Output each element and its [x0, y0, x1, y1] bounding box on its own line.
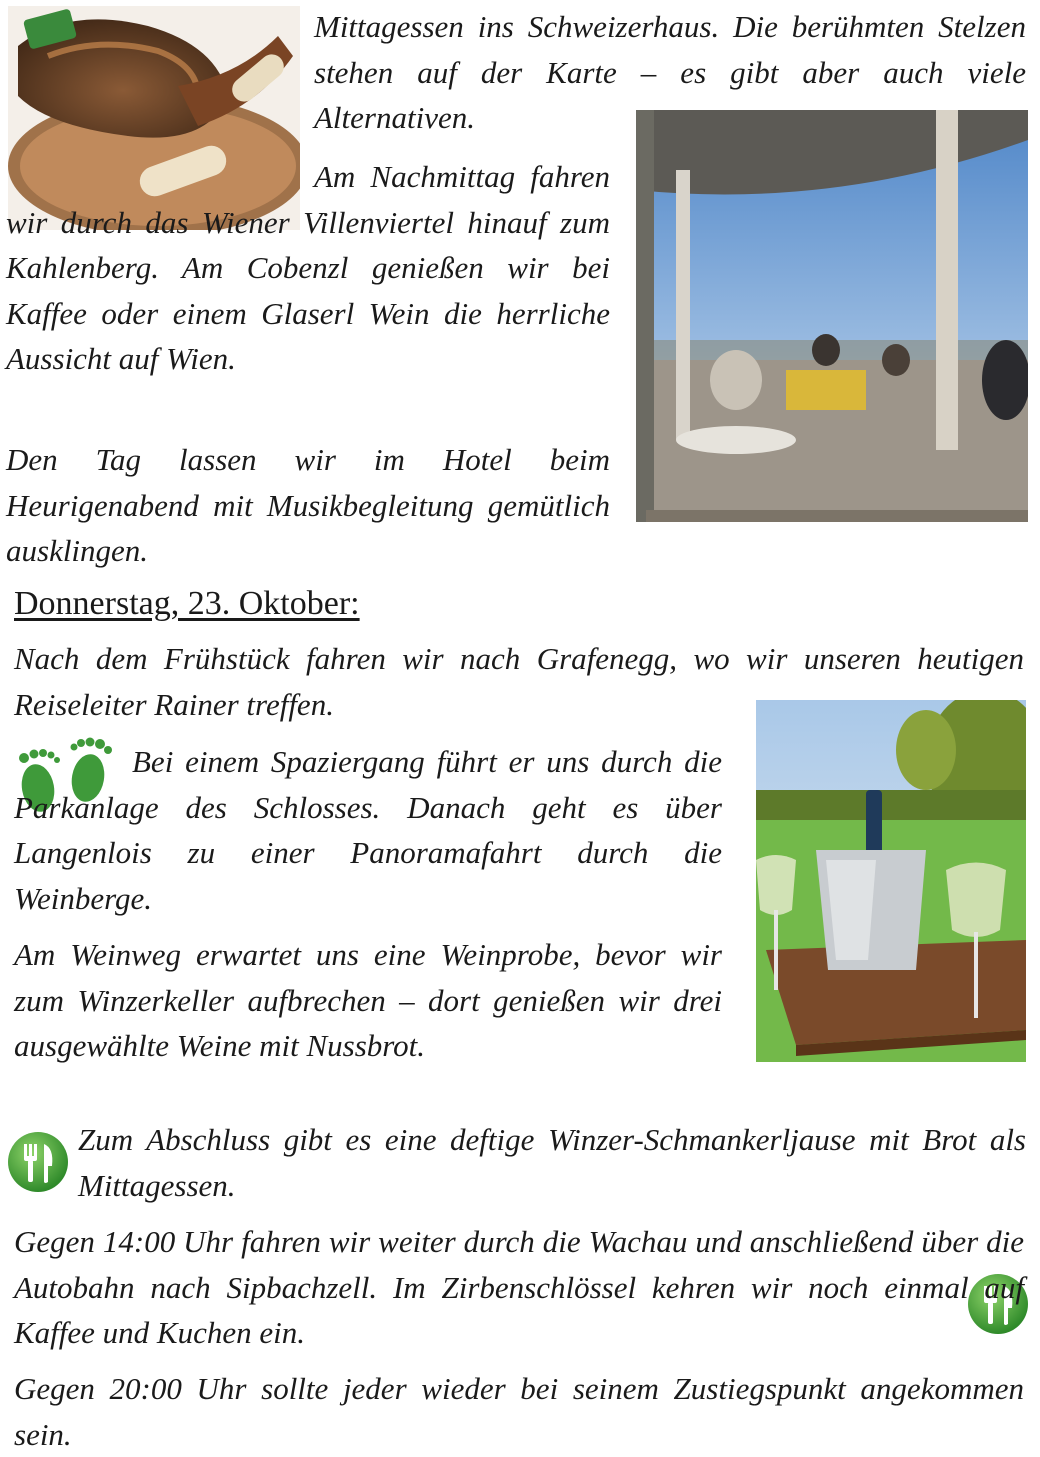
paragraph-walk: Bei einem Spaziergang führt er uns durch die Parkanlage des Schlosses. Danach geht es über Langenlois zu einer Panoramafahrt durch die Weinberge.	[14, 744, 722, 916]
cutlery-icon	[6, 1130, 70, 1194]
paragraph-breakfast: Nach dem Frühstück fahren wir nach Grafenegg, wo wir unseren heutigen Reiseleiter Rainer treffen.	[14, 641, 1024, 722]
paragraph-evening: Den Tag lassen wir im Hotel beim Heurigenabend mit Musikbegleitung gemütlich ausklingen.	[6, 442, 610, 568]
paragraph-departure: Gegen 14:00 Uhr fahren wir weiter durch die Wachau und anschließend über die Autobahn nach Sipbachzell. Im Zirbenschlössel kehren wir noch einmal auf Kaffee und Kuchen ein.	[14, 1224, 1024, 1350]
paragraph-wine-tasting: Am Weinweg erwartet uns eine Weinprobe, bevor wir zum Winzerkeller aufbrechen – dort genießen wir drei ausgewählte Weine mit Nussbrot.	[14, 937, 722, 1063]
vineyard-wine-photo	[756, 700, 1026, 1062]
cobenzl-terrace-photo	[636, 110, 1028, 522]
paragraph-snack: Zum Abschluss gibt es eine deftige Winzer-Schmankerljause mit Brot als Mittagessen.	[78, 1122, 1026, 1203]
paragraph-lunch: Mittagessen ins Schweizerhaus. Die berühmten Stelzen stehen auf der Karte – es gibt aber auch viele Alternativen.	[314, 9, 1026, 135]
paragraph-arrival: Gegen 20:00 Uhr sollte jeder wieder bei seinem Zustiegspunkt angekommen sein.	[14, 1371, 1024, 1452]
day-heading: Donnerstag, 23. Oktober:	[14, 585, 360, 622]
paragraph-afternoon: Am Nachmittag fahren wir durch das Wiener Villenviertel hinauf zum Kahlenberg. Am Cobenzl genießen wir bei Kaffee oder einem Glaserl Wein die herrliche Aussicht auf Wien.	[6, 159, 610, 376]
